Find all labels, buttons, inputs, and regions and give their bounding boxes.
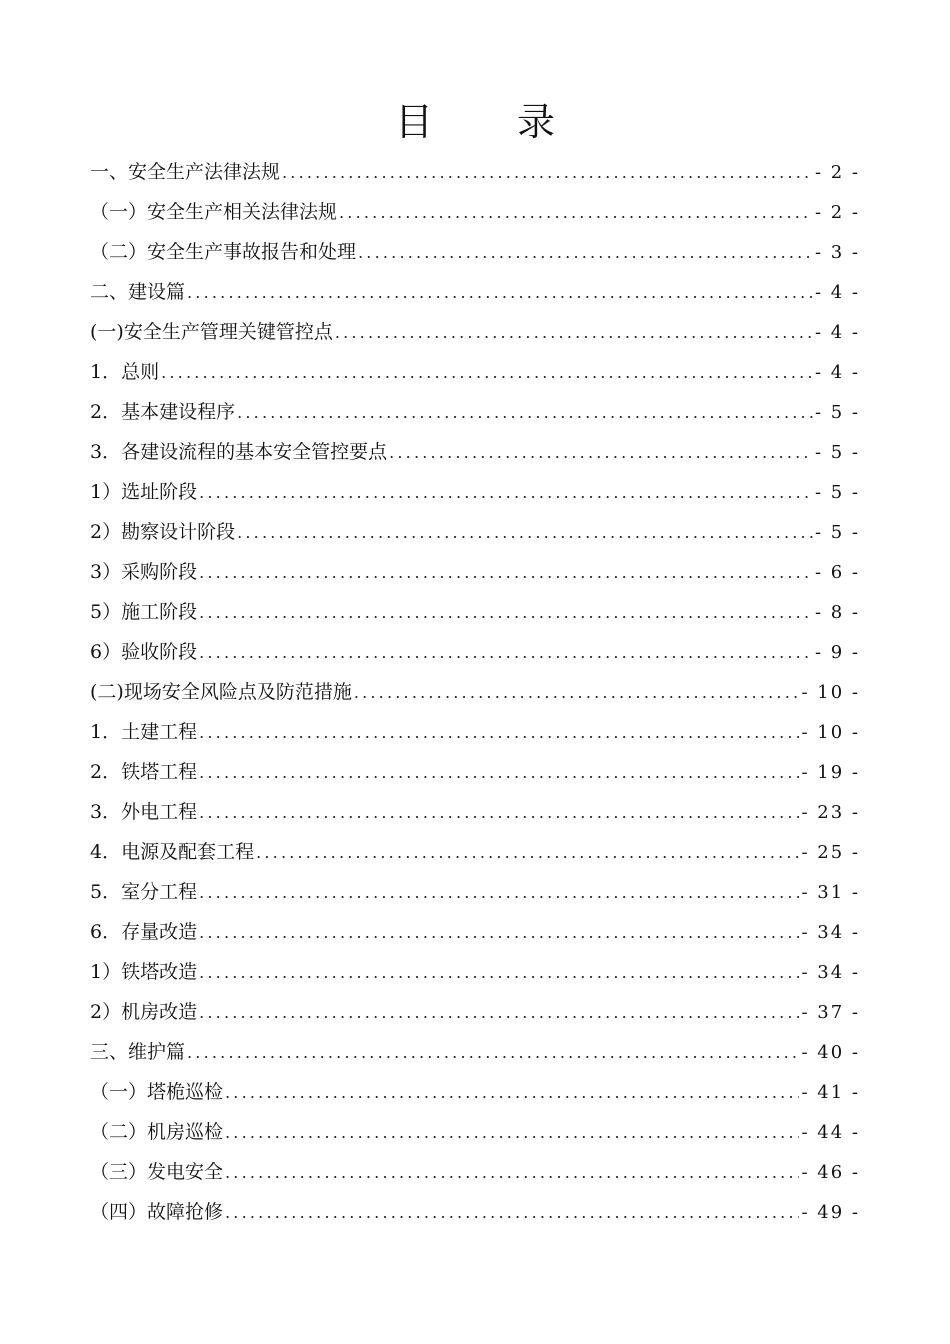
toc-entry-page: - 46 - [801, 1162, 860, 1183]
toc-entry[interactable] [90, 472, 860, 512]
toc-entry[interactable] [90, 632, 860, 672]
toc-entry[interactable] [90, 1032, 860, 1072]
toc-entry-page: - 10 - [801, 722, 860, 743]
toc-entry-text: 4．电源及配套工程 [90, 841, 255, 863]
toc-entry[interactable] [90, 272, 860, 312]
toc-leader-dots [225, 1113, 799, 1153]
toc-entry-page: - 5 - [814, 442, 860, 463]
toc-entry-page: - 37 - [801, 1002, 860, 1023]
toc-leader-dots [187, 273, 813, 313]
toc-leader-dots [199, 473, 813, 513]
toc-entry-page: - 3 - [814, 242, 860, 263]
toc-list [90, 152, 860, 1232]
toc-entry[interactable] [90, 1192, 860, 1232]
toc-entry-text: （一）塔桅巡检 [90, 1081, 224, 1103]
toc-entry-text: 1）选址阶段 [90, 481, 198, 503]
toc-entry[interactable] [90, 392, 860, 432]
toc-entry[interactable] [90, 312, 860, 352]
toc-entry-text: （二）安全生产事故报告和处理 [90, 241, 357, 263]
toc-leader-dots [237, 393, 813, 433]
toc-leader-dots [161, 353, 813, 393]
toc-leader-dots [358, 233, 813, 273]
toc-entry-text: 1．总则 [90, 361, 160, 383]
toc-entry[interactable] [90, 832, 860, 872]
toc-entry-text: 6．存量改造 [90, 921, 198, 943]
toc-entry-page: - 23 - [801, 802, 860, 823]
toc-leader-dots [282, 153, 813, 193]
toc-leader-dots [199, 713, 799, 753]
toc-entry-text: 3．外电工程 [90, 801, 198, 823]
toc-entry-page: - 49 - [801, 1202, 860, 1223]
toc-leader-dots [225, 1153, 799, 1193]
toc-entry[interactable] [90, 352, 860, 392]
toc-entry-page: - 6 - [814, 562, 860, 583]
toc-entry-page: - 25 - [801, 842, 860, 863]
toc-leader-dots [199, 913, 799, 953]
toc-leader-dots [199, 873, 799, 913]
toc-entry-page: - 5 - [814, 482, 860, 503]
toc-entry[interactable] [90, 1112, 860, 1152]
toc-entry[interactable] [90, 1152, 860, 1192]
toc-leader-dots [187, 1033, 799, 1073]
toc-leader-dots [199, 553, 813, 593]
toc-entry-page: - 44 - [801, 1122, 860, 1143]
toc-title: 目 录 [394, 100, 592, 144]
toc-entry-text: 1．土建工程 [90, 721, 198, 743]
toc-entry-page: - 4 - [814, 322, 860, 343]
toc-entry-page: - 40 - [801, 1042, 860, 1063]
toc-entry-page: - 41 - [801, 1082, 860, 1103]
toc-leader-dots [225, 1193, 799, 1233]
toc-entry-text: （二）机房巡检 [90, 1121, 224, 1143]
toc-leader-dots [199, 953, 799, 993]
toc-entry[interactable] [90, 712, 860, 752]
toc-entry-text: 2．铁塔工程 [90, 761, 198, 783]
toc-entry[interactable] [90, 672, 860, 712]
toc-entry[interactable] [90, 152, 860, 192]
toc-entry-page: - 5 - [814, 522, 860, 543]
toc-entry-text: 二、建设篇 [90, 281, 186, 303]
toc-entry[interactable] [90, 912, 860, 952]
toc-entry-text: 5）施工阶段 [90, 601, 198, 623]
toc-leader-dots [199, 793, 799, 833]
toc-entry[interactable] [90, 192, 860, 232]
toc-entry-text: 1）铁塔改造 [90, 961, 198, 983]
toc-entry-text: 2）机房改造 [90, 1001, 198, 1023]
toc-entry[interactable] [90, 872, 860, 912]
toc-entry[interactable] [90, 752, 860, 792]
toc-entry-page: - 5 - [814, 402, 860, 423]
toc-entry-page: - 2 - [814, 162, 860, 183]
toc-leader-dots [225, 1073, 799, 1113]
toc-entry-text: 一、安全生产法律法规 [90, 161, 281, 183]
toc-entry-text: 3）采购阶段 [90, 561, 198, 583]
toc-leader-dots [256, 833, 799, 873]
toc-entry-text: (二)现场安全风险点及防范措施 [90, 681, 352, 703]
toc-entry-text: （三）发电安全 [90, 1161, 224, 1183]
toc-entry-page: - 4 - [814, 362, 860, 383]
toc-leader-dots [335, 313, 813, 353]
toc-leader-dots [237, 513, 813, 553]
toc-leader-dots [199, 633, 813, 673]
toc-entry-page: - 10 - [801, 682, 860, 703]
toc-entry-text: （一）安全生产相关法律法规 [90, 201, 338, 223]
toc-entry[interactable] [90, 432, 860, 472]
toc-leader-dots [199, 993, 799, 1033]
toc-entry-page: - 8 - [814, 602, 860, 623]
toc-entry-text: 三、维护篇 [90, 1041, 186, 1063]
toc-entry-page: - 4 - [814, 282, 860, 303]
toc-entry-page: - 19 - [801, 762, 860, 783]
toc-entry-page: - 34 - [801, 922, 860, 943]
toc-leader-dots [199, 753, 799, 793]
toc-entry-text: （四）故障抢修 [90, 1201, 224, 1223]
toc-entry[interactable] [90, 1072, 860, 1112]
toc-leader-dots [389, 433, 813, 473]
toc-entry-text: 6）验收阶段 [90, 641, 198, 663]
toc-entry[interactable] [90, 552, 860, 592]
toc-entry[interactable] [90, 992, 860, 1032]
toc-leader-dots [354, 673, 800, 713]
toc-entry[interactable] [90, 592, 860, 632]
toc-leader-dots [339, 193, 813, 233]
toc-entry-text: (一)安全生产管理关键管控点 [90, 321, 333, 343]
toc-entry-page: - 34 - [801, 962, 860, 983]
toc-entry-text: 2）勘察设计阶段 [90, 521, 236, 543]
toc-entry-page: - 9 - [814, 642, 860, 663]
toc-entry[interactable] [90, 952, 860, 992]
toc-entry-page: - 31 - [801, 882, 860, 903]
toc-entry-text: 3．各建设流程的基本安全管控要点 [90, 441, 388, 463]
toc-entry[interactable] [90, 232, 860, 272]
toc-entry-page: - 2 - [814, 202, 860, 223]
toc-entry-text: 5．室分工程 [90, 881, 198, 903]
toc-entry[interactable] [90, 512, 860, 552]
toc-entry[interactable] [90, 792, 860, 832]
toc-entry-text: 2．基本建设程序 [90, 401, 236, 423]
toc-leader-dots [199, 593, 813, 633]
